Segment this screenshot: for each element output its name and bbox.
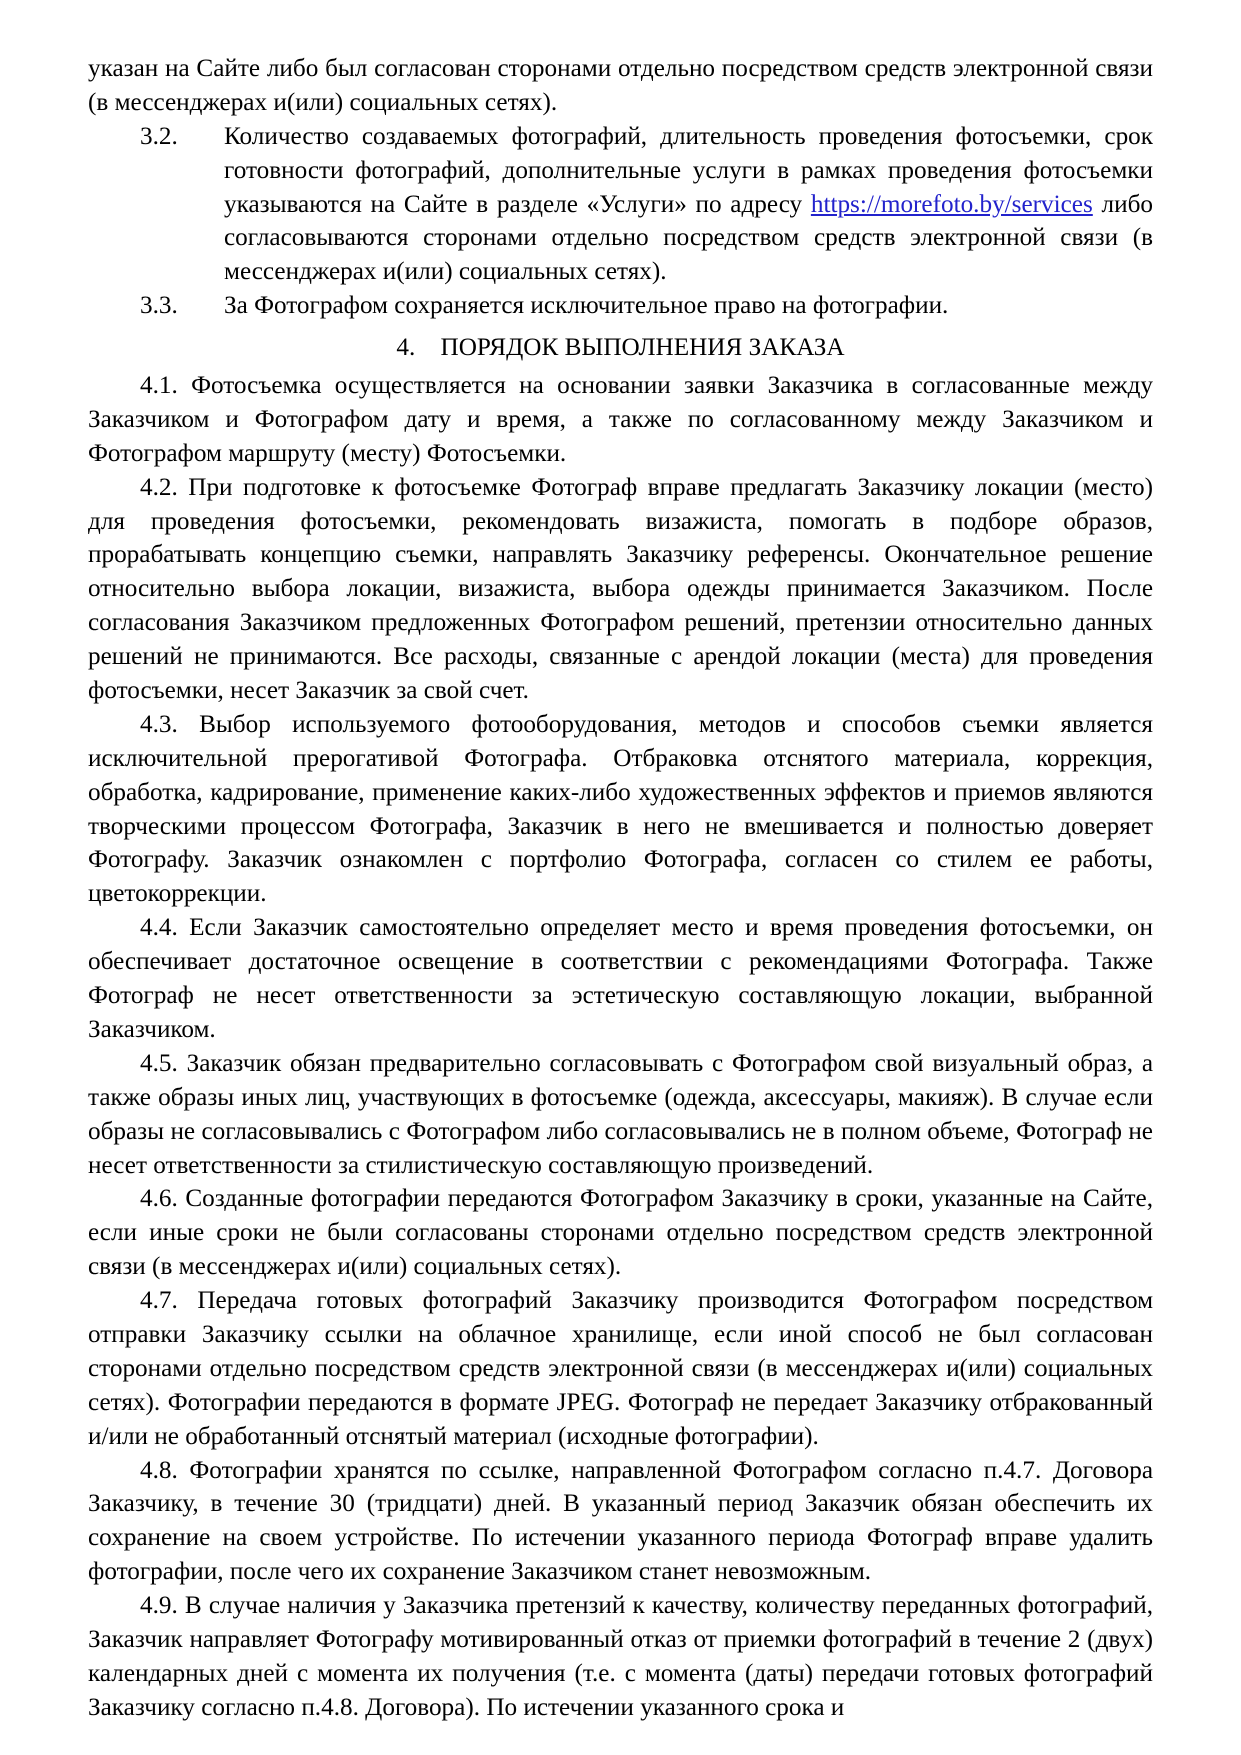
clause-3-2 xyxy=(88,120,1153,289)
clause-4-5-number: 4.5. xyxy=(140,1049,178,1077)
clause-4-2-number: 4.2. xyxy=(140,473,178,501)
clause-4-3-text: Выбор используемого фотооборудования, методов и способов съемки является исключительной прерогативой Фотографа. Отбраковка отснятого материала, коррекция, обработка, кадрирование, применение каких-либо художественных эффектов и приемов являются творческими процессом Фотографа, Заказчик в него не вмешивается и полностью доверяет Фотографу. Заказчик ознакомлен с портфолио Фотографа, согласен со стилем ее работы, цветокоррекции. xyxy=(88,710,1153,908)
clause-4-2 xyxy=(88,471,1153,708)
clause-3-2-number: 3.2. xyxy=(140,122,178,150)
clause-4-6 xyxy=(88,1182,1153,1284)
clause-4-5 xyxy=(88,1047,1153,1183)
clause-4-9-number: 4.9. xyxy=(140,1592,178,1620)
clause-4-4 xyxy=(88,911,1153,1047)
clause-3-3-text: За Фотографом сохраняется исключительное право на фотографии. xyxy=(224,292,949,320)
clause-3-2-text xyxy=(224,120,1153,289)
clause-4-4-text: Если Заказчик самостоятельно определяет место и время проведения фотосъемки, он обеспечивает достаточное освещение в соответствии с рекомендациями Фотографа. Также Фотограф не несет ответственности за эстетическую составляющую локации, выбранной Заказчиком. xyxy=(88,914,1153,1043)
clause-3-3-number: 3.3. xyxy=(140,292,178,320)
clause-3-2-text-after-link: либо согласовываются сторонами отдельно посредством средств электронной связи (в мессенджерах и(или) социальных сетях). xyxy=(224,190,1153,286)
section-heading xyxy=(88,331,1153,365)
clause-4-1 xyxy=(88,369,1153,471)
clause-4-9-text: В случае наличия у Заказчика претензий к качеству, количеству переданных фотографий, Заказчик направляет Фотографу мотивированный отказ от приемки фотографий в течение 2 (двух) календарных дней с момента их получения (т.е. с момента (даты) передачи готовых фотографий Заказчику согласно п.4.8. Договора). По истечении указанного срока и xyxy=(88,1592,1153,1721)
clause-4-6-text: Созданные фотографии передаются Фотографом Заказчику в сроки, указанные на Сайте, если иные сроки не были согласованы сторонами отдельно посредством средств электронной связи (в мессенджерах и(или) социальных сетях). xyxy=(88,1185,1153,1281)
clause-4-9 xyxy=(88,1589,1153,1725)
clause-4-5-text: Заказчик обязан предварительно согласовывать с Фотографом свой визуальный образ, а также образы иных лиц, участвующих в фотосъемке (одежда, аксессуары, макияж). В случае если образы не согласовывались с Фотографом либо согласовывались не в полном объеме, Фотограф не несет ответственности за стилистическую составляющую произведений. xyxy=(88,1049,1153,1179)
clause-3-2-text-before-link: Количество создаваемых фотографий, длительность проведения фотосъемки, срок готовности фотографий, дополнительные услуги в рамках проведения фотосъемки указываются на Сайте в разделе «Услуги» по адресу xyxy=(224,122,1153,218)
clause-4-7 xyxy=(88,1284,1153,1453)
clause-4-3-number: 4.3. xyxy=(140,710,178,738)
clause-4-1-number: 4.1. xyxy=(140,372,178,400)
clause-4-6-number: 4.6. xyxy=(140,1185,178,1213)
section-heading-number: 4. xyxy=(396,334,416,362)
clause-4-2-text: При подготовке к фотосъемке Фотограф вправе предлагать Заказчику локации (место) для проведения фотосъемки, рекомендовать визажиста, помогать в подборе образов, прорабатывать концепцию съемки, направлять Заказчику референсы. Окончательное решение относительно выбора локации, визажиста, выбора одежды принимается Заказчиком. После согласования Заказчиком предложенных Фотографом решений, претензии относительно данных решений не принимаются. Все расходы, связанные с арендой локации (места) для проведения фотосъемки, несет Заказчик за свой счет. xyxy=(88,473,1153,705)
clause-4-7-text: Передача готовых фотографий Заказчику производится Фотографом посредством отправки Заказчику ссылки на облачное хранилище, если иной способ не был согласован сторонами отдельно посредством средств электронной связи (в мессенджерах и(или) социальных сетях). Фотографии передаются в формате JPEG. Фотограф не передает Заказчику отбракованный и/или не обработанный отснятый материал (исходные фотографии). xyxy=(88,1287,1154,1450)
document-body xyxy=(88,52,1153,1725)
clause-4-7-number: 4.7. xyxy=(140,1287,178,1315)
section-heading-title: ПОРЯДОК ВЫПОЛНЕНИЯ ЗАКАЗА xyxy=(440,334,845,362)
clause-3-1-continuation: указан на Сайте либо был согласован сторонами отдельно посредством средств электронной связи (в мессенджерах и(или) социальных сетях). xyxy=(88,55,1153,116)
clause-4-3 xyxy=(88,708,1153,911)
services-url-link[interactable]: https://morefoto.by/services xyxy=(810,190,1093,218)
clause-4-8 xyxy=(88,1454,1153,1590)
clause-3-3 xyxy=(88,289,1153,323)
clause-4-8-number: 4.8. xyxy=(140,1456,178,1484)
clause-4-8-text: Фотографии хранятся по ссылке, направленной Фотографом согласно п.4.7. Договора Заказчику, в течение 30 (тридцати) дней. В указанный период Заказчик обязан обеспечить их сохранение на своем устройстве. По истечении указанного периода Фотограф вправе удалить фотографии, после чего их сохранение Заказчиком станет невозможным. xyxy=(88,1456,1154,1586)
clause-4-4-number: 4.4. xyxy=(140,914,178,942)
clause-4-1-text: Фотосъемка осуществляется на основании заявки Заказчика в согласованные между Заказчиком и Фотографом дату и время, а также по согласованному между Заказчиком и Фотографом маршруту (месту) Фотосъемки. xyxy=(88,372,1153,467)
